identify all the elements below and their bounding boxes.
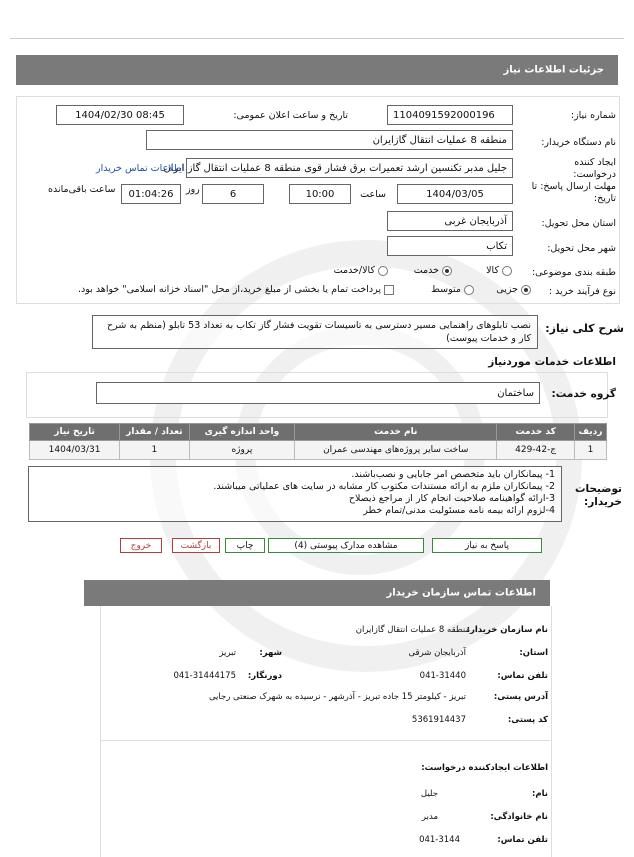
cell-name: ساخت سایر پروژه‌های مهندسی عمران [295,441,497,460]
payment-note: پرداخت تمام یا بخشی از مبلغ خرید،از محل "اسناد خزانه اسلامی" خواهد بود. [78,284,381,295]
deadline-label-2: تاریخ: [593,193,616,204]
payment-option[interactable] [78,284,394,295]
print-button[interactable]: چاپ [225,538,265,553]
category-radio-both-icon[interactable] [378,266,388,276]
announce-label: تاریخ و ساعت اعلان عمومی: [233,110,348,121]
notes-box [28,466,562,522]
notes-label-2: خریدار: [584,496,622,508]
contact-panel [100,606,552,857]
creator-label-1: ایجاد کننده [574,157,616,168]
contact-city-value: تبریز [219,648,236,658]
contact-org-value: منطقه 8 عملیات انتقال گازایران [355,625,470,635]
view-attachments-button[interactable]: مشاهده مدارک پیوستی (4) [268,538,424,553]
contact-province-label: استان: [519,648,548,658]
remaining-time-field: 01:04:26 [121,184,181,204]
process-option-medium-label: متوسط [431,284,461,295]
services-table-header [30,424,607,441]
contact-phone-value: 041-31440 [419,671,466,681]
buyer-org-field: منطقه 8 عملیات انتقال گازایران [146,130,513,150]
contact-phone-label: تلفن تماس: [497,671,548,681]
category-option-goods-label: کالا [486,265,499,276]
summary-box: نصب تابلوهای راهنمایی مسیر دسترسی به تاسیسات تقویت فشار گاز تکاب به تعداد 53 تابلو (منظم به شرح کار و خدمات پیوست) [92,315,538,349]
notes-label-1: توضیحات [574,483,622,495]
top-divider [10,38,624,39]
services-table [29,423,607,460]
deadline-time-field: 10:00 [289,184,351,204]
col-name: نام خدمت [295,424,497,441]
category-radio-service-icon[interactable] [442,266,452,276]
exit-button[interactable]: خروج [120,538,162,553]
contact-header-bar [84,580,550,606]
col-row: ردیف [574,424,606,441]
service-group-label: گروه خدمت: [551,388,616,400]
contact-address-value: تبریز - کیلومتر 15 جاده تبریز - آذرشهر - نرسیده به شهرک صنعتی رجایی [208,692,466,702]
cell-date: 1404/03/31 [30,441,120,460]
contact-fax-value: 041-31444175 [173,671,236,681]
payment-checkbox-icon[interactable] [384,285,394,295]
cell-code: ج-42-429 [497,441,575,460]
cell-unit: پروژه [189,441,295,460]
buyer-contact-link[interactable]: اطلاعات تماس خریدار [96,163,185,174]
notes-line-4: 4-لزوم ارائه بیمه نامه مسئولیت مدنی/تمام خطر [363,505,555,516]
category-option-service[interactable] [414,265,452,276]
category-radio-goods-icon[interactable] [502,266,512,276]
process-radio-medium-icon[interactable] [464,285,474,295]
service-group-field: ساختمان [96,382,540,404]
page-header-title: جزئیات اطلاعات نیاز [503,64,604,76]
process-label: نوع فرآیند خرید : [548,286,616,297]
back-button[interactable]: بازگشت [172,538,220,553]
creator-phone-label: تلفن تماس: [497,835,548,845]
col-unit: واحد اندازه گیری [189,424,295,441]
notes-line-1: 1- پیمانکاران باید متخصص امر جابایی و نصب‌باشند. [351,469,555,480]
col-date: تاریخ نیاز [30,424,120,441]
province-label: استان محل تحویل: [541,218,616,229]
creator-label-2: درخواست: [573,169,616,180]
remaining-label: ساعت باقی‌مانده [48,184,116,195]
city-field: تکاب [387,236,513,256]
cell-row: 1 [574,441,606,460]
buyer-org-label: نام دستگاه خریدار: [541,137,616,148]
creator-phone-value: 041-3144 [419,835,460,845]
category-label: طبقه بندی موضوعی: [531,267,616,278]
contact-address-label: آدرس پستی: [493,692,548,702]
process-option-minor[interactable] [496,284,531,295]
contact-fax-label: دورنگار: [247,671,282,681]
notes-line-2: 2- پیمانکاران ملزم به ارائه مستندات مکتوب کار مشابه در سایت های عملیاتی میباشند. [213,481,555,492]
contact-divider [100,740,550,741]
category-option-goods[interactable] [486,265,512,276]
deadline-time-label: ساعت [360,189,386,200]
days-label: روز [186,184,200,195]
reply-button[interactable]: پاسخ به نیاز [432,538,542,553]
table-row [30,441,607,460]
cell-qty: 1 [120,441,189,460]
need-number-field: 1104091592000196 [387,105,513,125]
creator-field: جلیل مدبر تکنسین ارشد تعمیرات برق فشار قوی منطقه 8 عملیات انتقال گاز ایران [186,158,513,178]
deadline-label-1: مهلت ارسال پاسخ: تا [531,181,616,192]
col-qty: تعداد / مقدار [120,424,189,441]
category-option-both[interactable] [334,265,388,276]
category-option-both-label: کالا/خدمت [333,265,375,276]
need-number-label: شماره نیاز: [570,110,616,121]
summary-label: شرح کلی نیاز: [545,322,624,335]
category-option-service-label: خدمت [413,265,439,276]
process-radio-minor-icon[interactable] [521,285,531,295]
col-code: کد خدمت [497,424,575,441]
province-field: آذربایجان غربی [387,211,513,231]
creator-first-name-label: نام: [531,789,548,799]
contact-header-title: اطلاعات تماس سازمان خریدار [386,587,536,599]
notes-line-3: 3-ارائه گواهینامه صلاحیت انجام کار از مراجع ذیصلاح [348,493,555,504]
creator-info-title: اطلاعات ایجادکننده درخواست: [421,763,548,773]
creator-last-name-value: مدبر [421,812,438,822]
process-option-medium[interactable] [431,284,474,295]
announce-field: 1404/02/30 08:45 [56,105,184,125]
deadline-date-field: 1404/03/05 [397,184,513,204]
contact-org-label: نام سازمان خریدار: [466,625,548,635]
services-section-title: اطلاعات خدمات موردنیاز [488,356,616,368]
creator-last-name-label: نام خانوادگی: [490,812,548,822]
page-header-bar [16,55,618,85]
contact-postal-label: کد پستی: [507,715,548,725]
days-field: 6 [202,184,264,204]
creator-first-name-value: جلیل [420,789,438,799]
process-option-minor-label: جزیی [496,284,518,295]
contact-city-label: شهر: [259,648,282,658]
contact-postal-value: 5361914437 [411,715,466,725]
city-label: شهر محل تحویل: [547,243,616,254]
contact-province-value: آذربایجان شرقی [408,648,466,658]
